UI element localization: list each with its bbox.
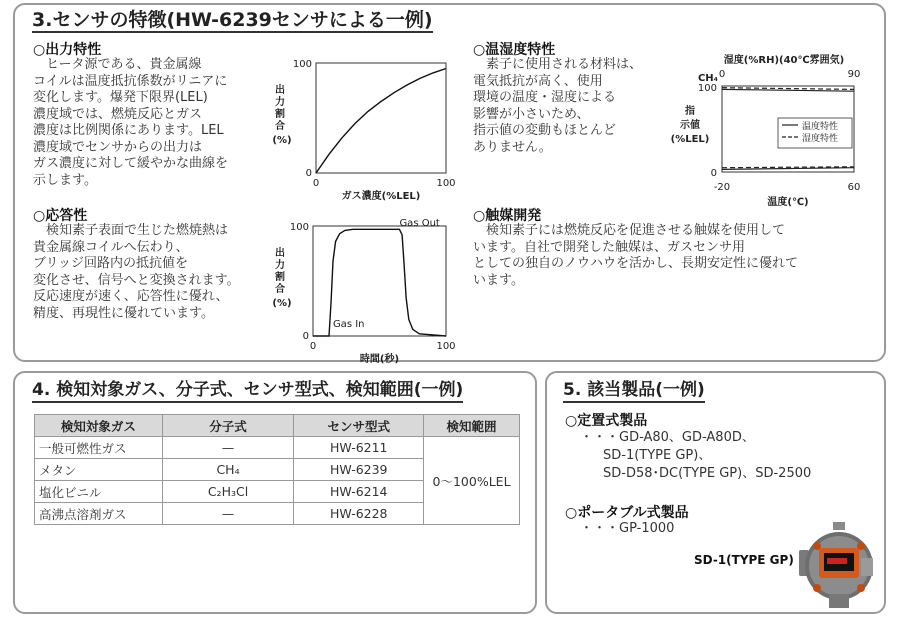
cell-formula: C₂H₃Cl [162, 481, 294, 503]
cell-gas: メタン [35, 459, 163, 481]
y-axis-label: 指 [685, 106, 695, 117]
portable-products-line: ・・・GP-1000 [580, 521, 675, 536]
output-line: 示します。 [33, 172, 97, 188]
humidity-line: 環境の温度・湿度による [473, 90, 617, 105]
x2-tick-label: 0 [718, 69, 726, 80]
y-axis-label: 出 [275, 248, 285, 259]
y-axis-label: 力 [275, 260, 285, 271]
humidity-line: 影響が小さいため、 [473, 106, 590, 122]
cell-gas: 塩化ビニル [35, 481, 163, 503]
x-tick-label: 100 [436, 178, 456, 189]
temp-humidity-chart [668, 50, 878, 208]
col-header-gas: 検知対象ガス [35, 415, 163, 437]
table-header-row [35, 415, 520, 437]
response-line: 変化させ、信号へと変換されます。 [33, 272, 240, 288]
product-photo-label: SD-1(TYPE GP) [694, 553, 794, 567]
cell-model: HW-6211 [294, 437, 424, 459]
y-axis-label: 割 [275, 272, 285, 283]
x-axis-label: 時間(秒) [359, 354, 400, 365]
response-line: 反応速度が速く、応答性に優れ、 [33, 289, 229, 304]
x-tick-label: 100 [436, 341, 456, 352]
catalyst-line: 検知素子には燃焼反応を促進させる触媒を使用して [486, 223, 786, 238]
sd1-product-image [795, 518, 875, 610]
y-axis-label: 割 [275, 109, 285, 120]
output-text [33, 57, 228, 189]
fixed-products-line: ・・・GD-A80、GD-A80D、 [580, 430, 755, 445]
section3-heading: 3.センサの特徴(HW-6239センサによる一例) [32, 9, 433, 31]
gas-table [34, 414, 520, 525]
response-line: 検知素子表面で生じた燃焼熱は [46, 223, 229, 238]
x2-axis-label: 湿度(%RH)(40℃雰囲気) [723, 55, 845, 66]
fixed-products-line: SD-1(TYPE GP)、 [603, 448, 712, 463]
y-axis-unit: (%LEL) [670, 134, 710, 145]
y-axis-unit: (%) [272, 298, 292, 309]
humidity-line: 電気抵抗が高く、使用 [473, 73, 603, 89]
y-axis-label: 出 [275, 85, 285, 96]
humidity-title: ○温湿度特性 [473, 42, 556, 58]
response-title: ○応答性 [33, 208, 88, 224]
output-chart [266, 55, 466, 202]
x-axis-label: ガス濃度(%LEL) [341, 191, 421, 202]
y-tick-label: 100 [697, 83, 717, 94]
x-tick-label: 60 [847, 182, 861, 193]
annotation: Gas Out [399, 218, 440, 229]
col-header-range: 検知範囲 [424, 415, 520, 437]
cell-formula: — [162, 503, 294, 525]
cell-model: HW-6228 [294, 503, 424, 525]
col-header-formula: 分子式 [162, 415, 294, 437]
output-title: ○出力特性 [33, 42, 102, 58]
output-line: ヒータ源である、貴金属線 [46, 57, 202, 72]
catalyst-text [473, 223, 798, 289]
fixed-products-line: SD-D58･DC(TYPE GP)、SD-2500 [603, 466, 812, 481]
output-line: コイルは温度抵抗係数がリニアに [33, 73, 228, 89]
output-line: 濃度域でセンサからの出力は [33, 139, 203, 155]
annotation: Gas In [332, 319, 365, 331]
x-tick-label: 0 [312, 178, 320, 189]
output-line: 変化します。爆発下限界(LEL) [33, 90, 208, 105]
output-line: 濃度域では、燃焼反応とガス [33, 106, 203, 122]
cell-formula: CH₄ [162, 459, 294, 481]
y-tick-label: 0 [305, 168, 312, 179]
x-tick-label: 0 [309, 341, 317, 352]
cell-model: HW-6214 [294, 481, 424, 503]
y-axis-label: 合 [275, 121, 285, 132]
cell-gas: 高沸点溶剤ガス [35, 503, 163, 525]
humidity-text [473, 57, 642, 156]
y-tick-label: 0 [710, 168, 717, 179]
cell-model: HW-6239 [294, 459, 424, 481]
response-line: ブリッジ回路内の抵抗値を [33, 256, 188, 271]
response-line: 精度、再現性に優れています。 [33, 305, 214, 321]
catalyst-title: ○触媒開発 [473, 208, 542, 224]
section5-heading: 5. 該当製品(一例) [563, 379, 705, 403]
humidity-line: 指示値の変動もほとんど [473, 123, 617, 138]
portable-products-title: ○ポータブル式製品 [565, 505, 689, 521]
y-axis-unit: (%) [272, 135, 292, 146]
output-line: 濃度は比例関係にあります。LEL [33, 123, 224, 138]
x2-tick-label: 90 [847, 69, 861, 80]
col-header-model: センサ型式 [294, 415, 424, 437]
y-axis-label: 示値 [680, 120, 700, 131]
y-tick-label: 100 [292, 59, 312, 70]
y-axis-label: 合 [275, 284, 285, 295]
fixed-products-title: ○定置式製品 [565, 413, 648, 429]
legend-entry: 温度特性 [802, 122, 839, 132]
catalyst-line: います。 [473, 272, 524, 288]
y-tick-label: 0 [302, 331, 309, 342]
y2-axis-label: CH₄ [697, 73, 719, 84]
cell-range: 0〜100%LEL [424, 437, 520, 525]
y-tick-label: 100 [289, 222, 309, 233]
catalyst-line: います。自社で開発した触媒は、ガスセンサ用 [473, 239, 745, 255]
x-tick-label: -20 [713, 182, 731, 193]
series-line-output [316, 69, 446, 174]
humidity-line: 素子に使用される材料は、 [486, 57, 643, 72]
x-axis-label: 温度(℃) [767, 197, 809, 208]
legend-entry: 湿度特性 [802, 134, 839, 144]
response-chart [266, 218, 466, 363]
response-text [33, 223, 240, 322]
cell-gas: 一般可燃性ガス [35, 437, 163, 459]
output-line: ガス濃度に対して緩やかな曲線を [33, 156, 229, 171]
cell-formula: — [162, 437, 294, 459]
y-axis-label: 力 [275, 97, 285, 108]
plot-frame [316, 63, 446, 173]
humidity-line: ありません。 [473, 139, 552, 155]
section4-heading: 4. 検知対象ガス、分子式、センサ型式、検知範囲(一例) [32, 379, 463, 403]
catalyst-line: としての独自のノウハウを活かし、長期安定性に優れて [473, 256, 799, 271]
response-line: 貴金属線コイルへ伝わり、 [33, 239, 189, 255]
table-row [35, 437, 520, 459]
